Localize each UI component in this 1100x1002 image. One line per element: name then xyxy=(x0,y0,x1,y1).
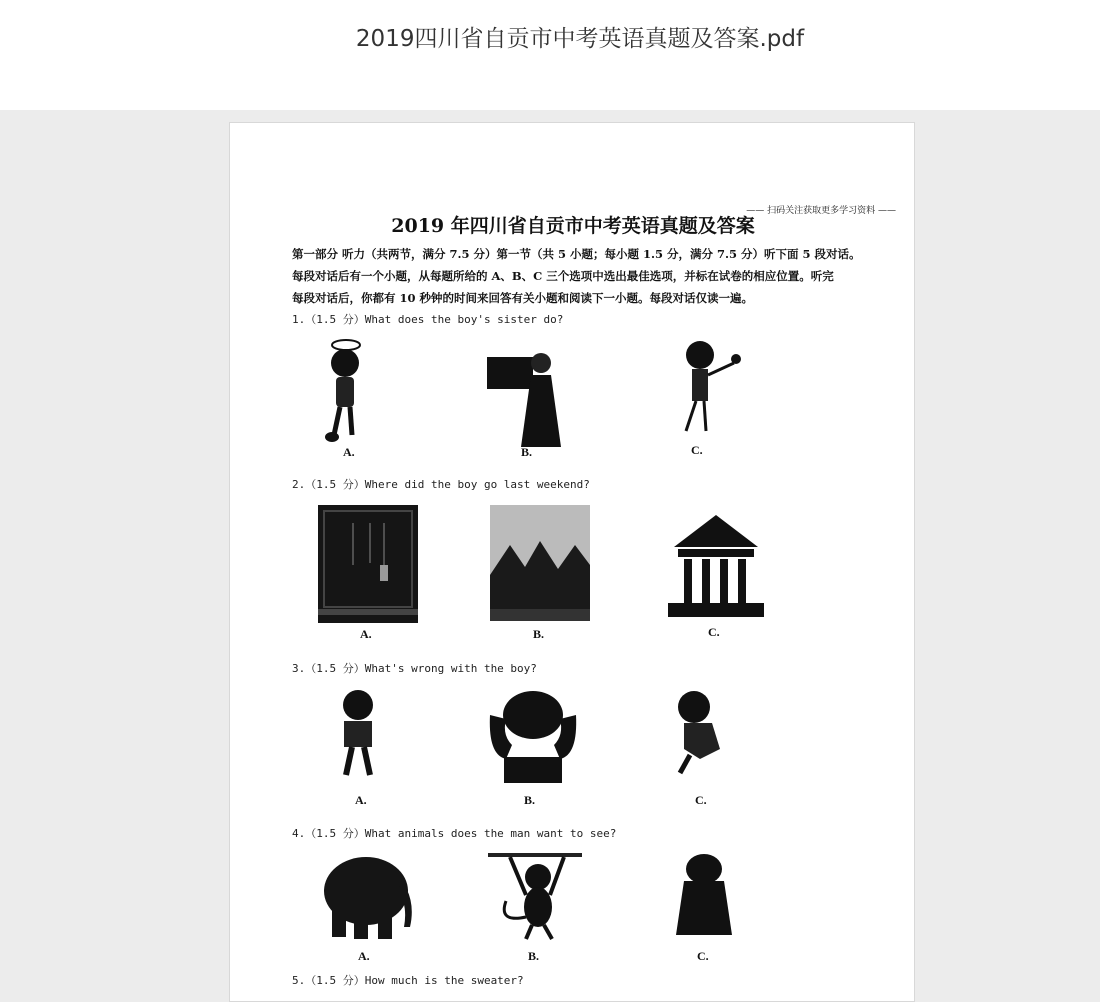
option-label: C. xyxy=(691,443,703,457)
monkey-picture xyxy=(486,847,584,943)
headache-boy-picture xyxy=(482,685,584,783)
option-label: B. xyxy=(528,949,540,963)
question-3: 3.（1.5 分）What's wrong with the boy? xyxy=(292,662,537,675)
pdf-page xyxy=(229,122,915,1002)
option-label: C. xyxy=(695,793,707,807)
option-label: B. xyxy=(521,445,533,459)
waitress-picture xyxy=(678,337,748,447)
option-label: A. xyxy=(343,445,355,459)
instruction-line: 每段对话后有一个小题，从每题所给的 A、B、C 三个选项中选出最佳选项，并标在试卷的相应位置。听完 xyxy=(292,269,834,283)
option-label: A. xyxy=(360,627,372,641)
question-5: 5.（1.5 分）How much is the sweater? xyxy=(292,974,524,987)
mountain-picture xyxy=(490,505,590,621)
option-label: C. xyxy=(708,625,720,639)
option-label: B. xyxy=(533,627,545,641)
option-label: A. xyxy=(355,793,367,807)
toothache-boy-picture xyxy=(328,687,392,781)
museum-picture xyxy=(666,509,766,621)
qr-note: —— 扫码关注获取更多学习资料 —— xyxy=(746,206,896,216)
teacher-picture xyxy=(485,351,575,451)
stomachache-boy-picture xyxy=(670,689,734,777)
instruction-line: 每段对话后，你都有 10 秒钟的时间来回答有关小题和阅读下一小题。每段对话仅读一遍。 xyxy=(292,291,754,305)
question-2: 2.（1.5 分）Where did the boy go last weekend? xyxy=(292,478,590,491)
tiger-picture xyxy=(670,851,738,939)
instruction-line: 第一部分 听力（共两节，满分 7.5 分）第一节（共 5 小题；每小题 1.5 分，满分 7.5 分）听下面 5 段对话。 xyxy=(292,247,861,261)
option-label: B. xyxy=(524,793,536,807)
question-1: 1.（1.5 分）What does the boy's sister do? xyxy=(292,313,564,326)
document-title: 2019四川省自贡市中考英语真题及答案.pdf xyxy=(355,26,805,52)
paper-title: 2019 年四川省自贡市中考英语真题及答案 xyxy=(391,215,755,237)
theater-picture xyxy=(318,505,418,623)
option-label: C. xyxy=(697,949,709,963)
viewer-header xyxy=(0,0,1100,110)
question-4: 4.（1.5 分）What animals does the man want to see? xyxy=(292,827,617,840)
nurse-picture xyxy=(318,337,368,447)
option-label: A. xyxy=(358,949,370,963)
elephant-picture xyxy=(318,851,416,941)
